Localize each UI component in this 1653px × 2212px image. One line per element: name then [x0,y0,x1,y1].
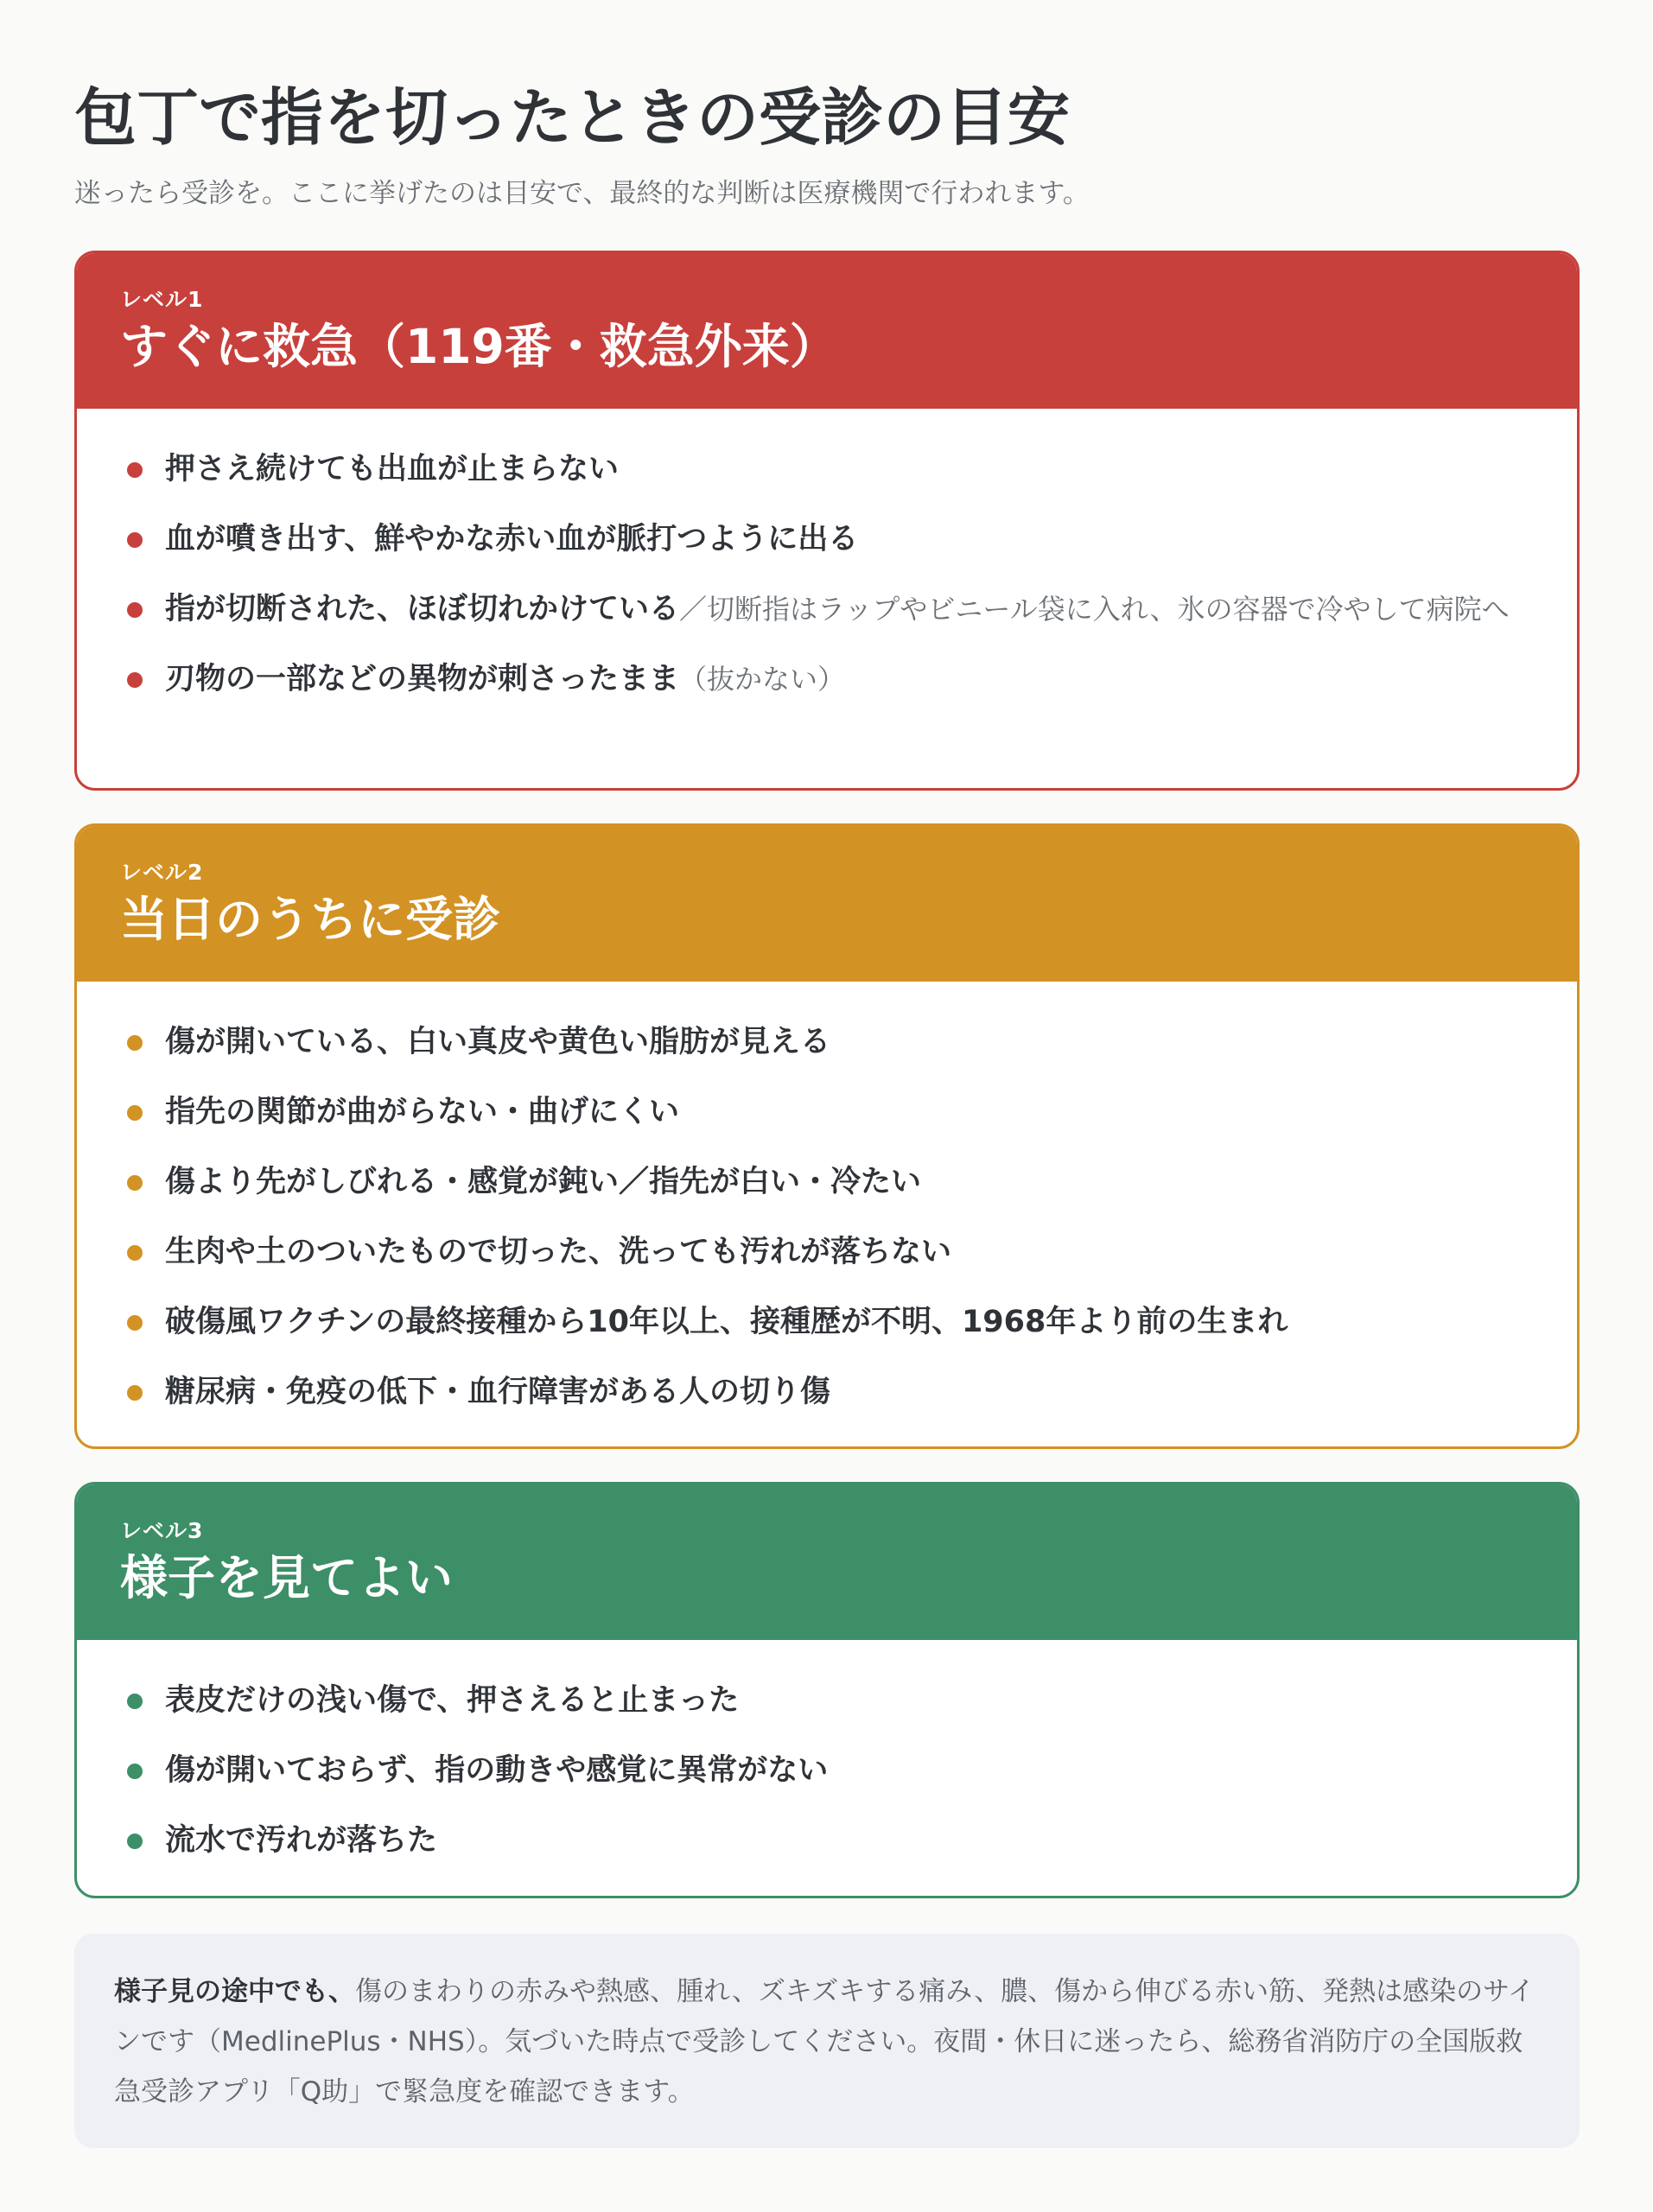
list-item [127,1296,1525,1349]
item-text: 生肉や土のついたもので切った、洗っても汚れが落ちない [165,1235,952,1269]
list-item [127,1226,1525,1279]
bullet-dot-icon [127,1385,143,1401]
item-text: 破傷風ワクチンの最終接種から10年以上、接種歴が不明、1968年より前の生まれ [165,1305,1288,1339]
list-item [127,1086,1525,1139]
bullet-dot-icon [127,1175,143,1191]
bullet-dot-icon [127,1245,143,1261]
level-3-card [74,1482,1580,1898]
level-3-header [77,1484,1577,1640]
item-text: 傷が開いておらず、指の動きや感覚に異常がない [165,1753,829,1788]
page-subtitle: 迷ったら受診を。ここに挙げたのは目安で、最終的な判断は医療機関で行われます。 [74,178,1090,209]
infection-warning-note [74,1934,1580,2148]
bullet-dot-icon [127,672,143,688]
list-item [127,1815,1525,1867]
item-text: 血が噴き出す、鮮やかな赤い血が脈打つように出る [165,522,859,556]
list-item [127,653,1525,706]
level-2-title: 当日のうちに受診 [120,892,501,947]
page-title: 包丁で指を切ったときの受診の目安 [74,81,1071,154]
bullet-dot-icon [127,1035,143,1051]
level-1-list [77,409,1577,706]
note-body: 傷のまわりの赤みや熱感、腫れ、ズキズキする痛み、膿、傷から伸びる赤い筋、発熱は感染のサインです（MedlinePlus・NHS）。気づいた時点で受診してください。夜間・休日に迷ったら、総務省消防庁の全国版救急受診アプリ「Q助」で緊急度を確認できます。 [114,1976,1535,2107]
item-text: 指先の関節が曲がらない・曲げにくい [165,1095,680,1129]
item-text: 傷が開いている、白い真皮や黄色い脂肪が見える [165,1025,831,1059]
bullet-dot-icon [127,1834,143,1849]
list-item [127,1156,1525,1209]
item-note: ／切断指はラップやビニール袋に入れ、氷の容器で冷やして病院へ [679,593,1510,626]
level-2-list [77,982,1577,1419]
level-3-title: 様子を見てよい [120,1550,454,1605]
list-item [127,1745,1525,1797]
item-text: 押さえ続けても出血が止まらない [165,452,620,486]
list-item [127,1366,1525,1419]
item-text: 傷より先がしびれる・感覚が鈍い／指先が白い・冷たい [165,1165,922,1199]
list-item [127,583,1525,636]
level-1-label: レベル1 [120,287,204,312]
level-1-title: すぐに救急（119番・救急外来） [120,319,837,374]
item-text: 指が切断された、ほぼ切れかけている [165,592,680,626]
level-2-header [77,826,1577,982]
bullet-dot-icon [127,532,143,548]
item-note: （抜かない） [679,663,846,696]
bullet-dot-icon [127,1764,143,1779]
level-1-header [77,253,1577,409]
bullet-dot-icon [127,1105,143,1121]
list-item [127,443,1525,496]
item-text: 刃物の一部などの異物が刺さったまま [165,662,680,696]
bullet-dot-icon [127,462,143,478]
level-2-label: レベル2 [120,860,204,885]
item-text: 糖尿病・免疫の低下・血行障害がある人の切り傷 [165,1375,831,1409]
level-3-list [77,1640,1577,1867]
item-text: 流水で汚れが落ちた [165,1823,438,1858]
level-1-card [74,251,1580,791]
level-3-label: レベル3 [120,1518,204,1543]
bullet-dot-icon [127,1315,143,1331]
list-item [127,513,1525,566]
list-item [127,1016,1525,1069]
note-lead: 様子見の途中でも、 [114,1976,355,2007]
list-item [127,1675,1525,1727]
bullet-dot-icon [127,1694,143,1709]
bullet-dot-icon [127,602,143,618]
level-2-card [74,823,1580,1449]
item-text: 表皮だけの浅い傷で、押さえると止まった [165,1683,740,1718]
